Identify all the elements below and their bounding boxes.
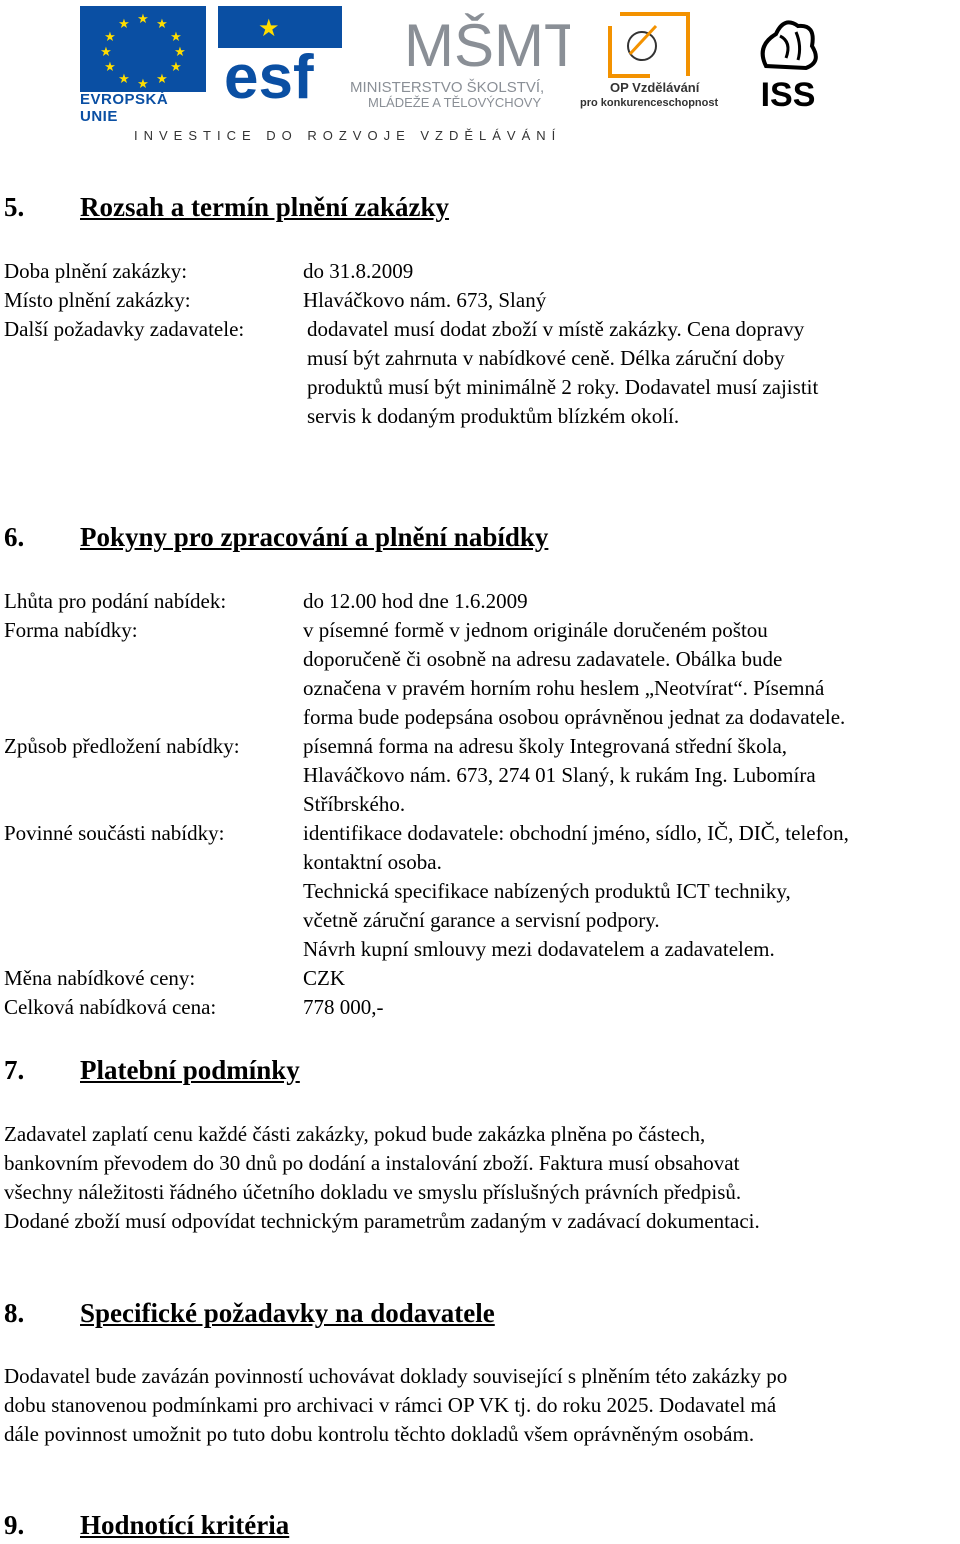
iss-logo (736, 6, 840, 110)
section-title: Hodnotící kritéria (80, 1510, 290, 1540)
field-value: identifikace dodavatele: obchodní jméno, sídlo, IČ, DIČ, telefon, kontaktní osoba. Technická specifikace nabízených produktů ICT techniky, včetně záruční garance a servisní podpory. Návrh kupní smlouvy mezi dodavatelem a zadavatelem. (303, 821, 849, 961)
svg-text:★: ★ (118, 16, 130, 31)
msmt-logo (350, 4, 570, 110)
iss-text: ISS (760, 76, 816, 110)
eu-flag-icon (80, 6, 206, 92)
esf-text: esf (224, 43, 314, 106)
section-title: Specifické požadavky na dodavatele (80, 1298, 495, 1328)
field-value: v písemné formě v jednom originále doručeném poštou doporučeně či osobně na adresu zadavatele. Obálka bude označena v pravém horním rohu heslem „Neotvírat“. Písemná forma bude podepsána osobou oprávněnou jednat za dodavatele. (303, 618, 846, 729)
eu-label: EVROPSKÁ UNIE (80, 91, 169, 125)
field-value: dodavatel musí dodat zboží v místě zakázky. Cena dopravy musí být zahrnuta v nabídkové ceně. Délka záruční doby produktů musí být minimálně 2 roky. Dodavatel musí zajistit servis k dodaným produktům blízkém okolí. (307, 317, 819, 428)
svg-text:★: ★ (137, 11, 149, 26)
svg-text:★: ★ (170, 59, 182, 74)
msmt-mark: MŠMT (404, 12, 570, 79)
opvk-line2: pro konkurenceschopnost (580, 97, 719, 109)
section-title: Pokyny pro zpracování a plnění nabídky (80, 522, 549, 552)
msmt-line1: MINISTERSTVO ŠKOLSTVÍ, (350, 79, 545, 96)
opvk-logo (580, 6, 722, 110)
section-number: 7. (4, 1055, 25, 1085)
section-8-paragraph: Dodavatel bude zavázán povinností uchovávat doklady související s plněním této zakázky po dobu stanovenou podmínkami pro archivaci v rámci OP VK tj. do roku 2025. Dodavatel má dále povinnost umožnit po tuto dobu kontrolu těchto dokladů všem oprávněným osobám. (4, 1364, 788, 1446)
field-label: Celková nabídková cena: (4, 995, 217, 1019)
section-title: Rozsah a termín plnění zakázky (80, 192, 450, 222)
svg-text:★: ★ (258, 16, 280, 42)
field-value: 778 000,- (303, 995, 384, 1019)
field-label: Měna nabídkové ceny: (4, 966, 196, 990)
esf-logo (218, 6, 342, 106)
svg-text:★: ★ (156, 71, 168, 86)
section-number: 8. (4, 1298, 25, 1328)
field-value: CZK (303, 966, 345, 990)
svg-text:★: ★ (118, 71, 130, 86)
field-label: Doba plnění zakázky: (4, 259, 188, 283)
svg-text:★: ★ (156, 16, 168, 31)
svg-text:★: ★ (137, 76, 149, 91)
section-number: 9. (4, 1510, 25, 1540)
field-label: Způsob předložení nabídky: (4, 734, 240, 758)
msmt-line2: MLÁDEŽE A TĚLOVÝCHOVY (368, 95, 542, 110)
field-value: do 12.00 hod dne 1.6.2009 (303, 589, 528, 613)
section-title: Platební podmínky (80, 1055, 300, 1085)
svg-text:★: ★ (100, 44, 112, 59)
section-number: 6. (4, 522, 25, 552)
field-label: Forma nabídky: (4, 618, 138, 642)
investice-slogan: INVESTICE DO ROZVOJE VZDĚLÁVÁNÍ (134, 128, 562, 143)
field-label: Povinné součásti nabídky: (4, 821, 225, 845)
field-value: do 31.8.2009 (303, 259, 414, 283)
field-label: Další požadavky zadavatele: (4, 317, 245, 341)
logo-header (0, 0, 960, 150)
field-label: Místo plnění zakázky: (4, 288, 191, 312)
svg-text:★: ★ (104, 29, 116, 44)
field-value: Hlaváčkovo nám. 673, Slaný (303, 288, 547, 312)
opvk-line1: OP Vzdělávání (610, 80, 700, 95)
field-value: písemná forma na adresu školy Integrovaná střední škola, Hlaváčkovo nám. 673, 274 01 Slaný, k rukám Ing. Lubomíra Stříbrského. (303, 734, 816, 816)
field-label: Lhůta pro podání nabídek: (4, 589, 227, 613)
section-7-paragraph: Zadavatel zaplatí cenu každé části zakázky, pokud bude zakázka plněna po částech, bankovním převodem do 30 dnů po dodání a instalování zboží. Faktura musí obsahovat všechny náležitosti řádného účetního dokladu ve smyslu příslušných právních předpisů. Dodané zboží musí odpovídat technickým parametrům zadaným v zadávací dokumentaci. (4, 1122, 760, 1233)
svg-text:★: ★ (104, 59, 116, 74)
svg-text:★: ★ (174, 44, 186, 59)
section-number: 5. (4, 192, 25, 222)
svg-text:★: ★ (170, 29, 182, 44)
